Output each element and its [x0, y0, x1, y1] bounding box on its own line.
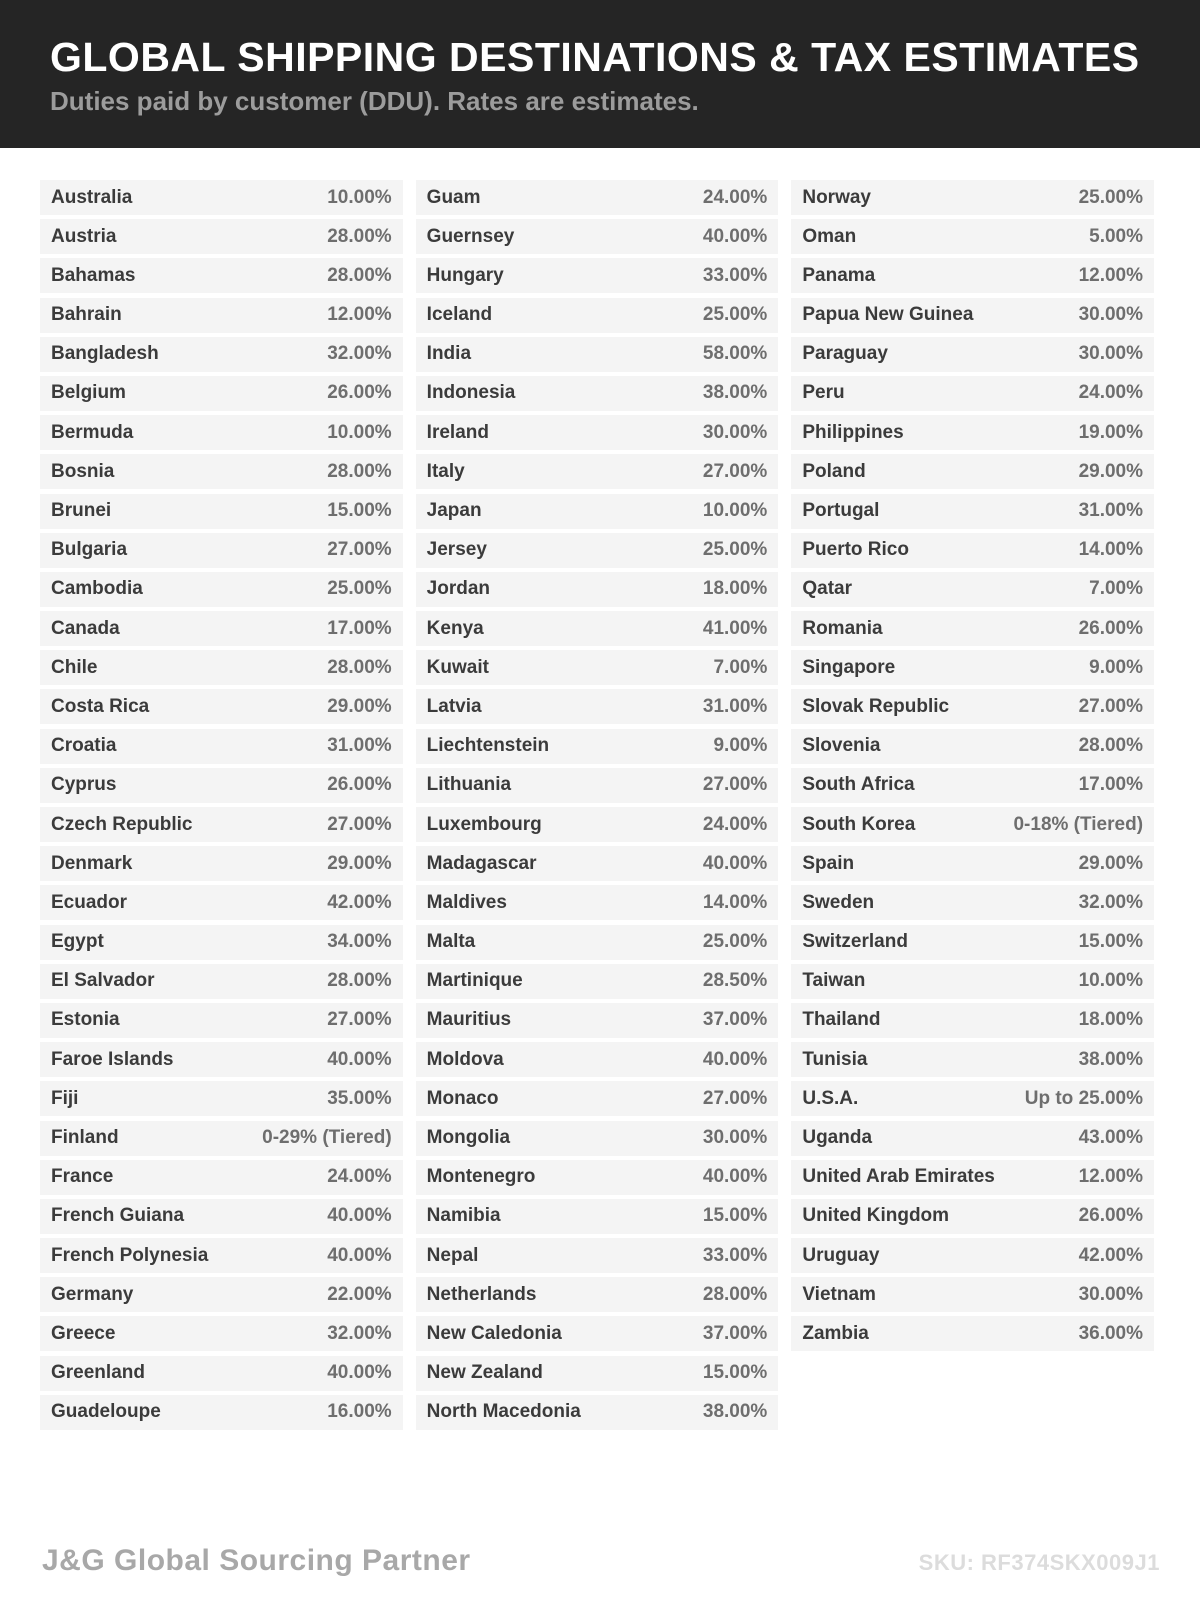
- tax-rate: 30.00%: [1078, 304, 1144, 326]
- tax-rate: 40.00%: [702, 852, 768, 874]
- tax-rate: 7.00%: [1089, 578, 1144, 600]
- country-name: Denmark: [51, 852, 133, 874]
- table-row: [416, 258, 779, 293]
- country-name: Switzerland: [802, 931, 908, 953]
- country-name: Montenegro: [426, 1166, 536, 1188]
- tax-rate: 27.00%: [1078, 695, 1144, 717]
- rates-column-2: [416, 180, 779, 1434]
- country-name: Bahrain: [51, 304, 122, 326]
- table-row: [416, 1238, 779, 1273]
- table-row: [416, 572, 779, 607]
- tax-rate: 26.00%: [1078, 1205, 1144, 1227]
- table-row: [40, 415, 403, 450]
- country-name: Greenland: [51, 1362, 145, 1384]
- tax-rate: 10.00%: [327, 421, 392, 443]
- country-name: Czech Republic: [51, 813, 193, 835]
- country-name: French Guiana: [51, 1205, 185, 1227]
- tax-rate: 17.00%: [327, 617, 392, 639]
- table-row: [40, 1003, 403, 1038]
- table-row: [416, 454, 779, 489]
- footer: [0, 1544, 1200, 1578]
- country-name: El Salvador: [51, 970, 155, 992]
- table-row: [791, 180, 1154, 215]
- country-name: Hungary: [426, 264, 504, 286]
- table-row: [416, 533, 779, 568]
- table-row: [791, 807, 1154, 842]
- tax-rate: 16.00%: [327, 1401, 392, 1423]
- table-row: [416, 337, 779, 372]
- country-name: Vietnam: [802, 1283, 876, 1305]
- country-name: Canada: [51, 617, 120, 639]
- table-row: [416, 1395, 779, 1430]
- table-row: [791, 611, 1154, 646]
- table-row: [416, 1003, 779, 1038]
- table-row: [791, 1042, 1154, 1077]
- tax-rate: 0-18% (Tiered): [1013, 813, 1144, 835]
- table-row: [791, 337, 1154, 372]
- country-name: Uganda: [802, 1127, 873, 1148]
- tax-rate: 40.00%: [327, 1362, 392, 1384]
- table-row: [416, 1277, 779, 1312]
- tax-rate: 14.00%: [702, 891, 768, 913]
- country-name: Mauritius: [426, 1009, 512, 1031]
- tax-rate: 29.00%: [1078, 460, 1144, 482]
- tax-rate: 28.00%: [327, 264, 392, 286]
- tax-rate: 36.00%: [1078, 1322, 1144, 1344]
- country-name: Paraguay: [802, 343, 888, 365]
- tax-rate: 32.00%: [327, 343, 392, 365]
- tax-rate: 28.00%: [327, 656, 392, 678]
- country-name: Bahamas: [51, 264, 136, 286]
- country-name: Sweden: [802, 891, 875, 913]
- tax-rate: 40.00%: [327, 1205, 392, 1227]
- table-row: [416, 494, 779, 529]
- table-row: [40, 729, 403, 764]
- country-name: U.S.A.: [802, 1087, 859, 1109]
- tax-rate: 26.00%: [1078, 617, 1144, 639]
- tax-rate: 9.00%: [713, 735, 768, 757]
- table-row: [40, 219, 403, 254]
- country-name: Lithuania: [426, 774, 512, 796]
- country-name: Brunei: [51, 500, 112, 521]
- country-name: South Africa: [802, 774, 915, 796]
- country-name: Zambia: [802, 1322, 869, 1344]
- table-row: [791, 258, 1154, 293]
- header: [0, 0, 1200, 148]
- country-name: Madagascar: [426, 852, 537, 874]
- country-name: New Zealand: [426, 1362, 543, 1384]
- country-name: Belgium: [51, 382, 126, 404]
- tax-rate: 31.00%: [1078, 500, 1144, 521]
- tax-rate: 27.00%: [327, 1009, 392, 1031]
- table-row: [40, 807, 403, 842]
- country-name: North Macedonia: [426, 1401, 581, 1423]
- country-name: Greece: [51, 1322, 116, 1344]
- tax-rate: 32.00%: [327, 1322, 392, 1344]
- table-row: [40, 1042, 403, 1077]
- table-row: [791, 1199, 1154, 1234]
- tax-rate: 31.00%: [327, 735, 392, 757]
- country-name: United Kingdom: [802, 1205, 950, 1227]
- country-name: Finland: [51, 1127, 119, 1148]
- table-row: [791, 219, 1154, 254]
- tax-rate: 38.00%: [1078, 1048, 1144, 1070]
- tax-rate: 30.00%: [702, 1127, 768, 1148]
- country-name: Jordan: [426, 578, 491, 600]
- table-row: [791, 1160, 1154, 1195]
- table-row: [40, 964, 403, 999]
- tax-rate: 17.00%: [1078, 774, 1144, 796]
- country-name: Guadeloupe: [51, 1401, 161, 1423]
- tax-rate: 27.00%: [702, 774, 768, 796]
- table-row: [40, 1238, 403, 1273]
- country-name: Netherlands: [426, 1283, 537, 1305]
- tax-rate: 41.00%: [702, 617, 768, 639]
- table-row: [416, 1160, 779, 1195]
- table-row: [416, 650, 779, 685]
- tax-rate: 27.00%: [702, 1087, 768, 1109]
- tax-rate: 30.00%: [702, 421, 768, 443]
- table-row: [416, 1121, 779, 1156]
- tax-rate: 33.00%: [702, 264, 768, 286]
- table-row: [791, 298, 1154, 333]
- tax-rate: 28.00%: [327, 970, 392, 992]
- country-name: Moldova: [426, 1048, 504, 1070]
- country-name: Slovak Republic: [802, 695, 950, 717]
- table-row: [791, 925, 1154, 960]
- sku-label: SKU: RF374SKX009J1: [918, 1550, 1160, 1575]
- table-row: [416, 219, 779, 254]
- table-row: [40, 298, 403, 333]
- table-row: [791, 572, 1154, 607]
- country-name: Fiji: [51, 1087, 79, 1109]
- tax-rate: 40.00%: [327, 1244, 392, 1266]
- tax-rate: 40.00%: [702, 1048, 768, 1070]
- tax-rate: 7.00%: [713, 656, 768, 678]
- table-row: [40, 650, 403, 685]
- tax-rate: 15.00%: [327, 500, 392, 521]
- table-row: [40, 1277, 403, 1312]
- country-name: Tunisia: [802, 1048, 868, 1070]
- tax-rate: 28.00%: [1078, 735, 1144, 757]
- table-row: [40, 925, 403, 960]
- country-name: Germany: [51, 1283, 134, 1305]
- table-row: [40, 454, 403, 489]
- table-row: [40, 768, 403, 803]
- table-row: [416, 807, 779, 842]
- tax-rate: 5.00%: [1089, 225, 1144, 247]
- tax-rate: 28.00%: [327, 460, 392, 482]
- table-row: [416, 611, 779, 646]
- table-row: [40, 1081, 403, 1116]
- tax-rate: 27.00%: [702, 460, 768, 482]
- tax-rate: 40.00%: [702, 1166, 768, 1188]
- tax-rate: 43.00%: [1078, 1127, 1144, 1148]
- country-name: Austria: [51, 225, 117, 247]
- table-row: [40, 258, 403, 293]
- rates-column-1: [40, 180, 403, 1434]
- tax-rate: 34.00%: [327, 931, 392, 953]
- country-name: Ireland: [426, 421, 489, 443]
- country-name: Guernsey: [426, 225, 515, 247]
- tax-rate: 10.00%: [1078, 970, 1144, 992]
- country-name: Bangladesh: [51, 343, 159, 365]
- tax-rate: 24.00%: [327, 1166, 392, 1188]
- country-name: France: [51, 1166, 114, 1188]
- table-row: [40, 494, 403, 529]
- table-row: [40, 1199, 403, 1234]
- country-name: Cyprus: [51, 774, 117, 796]
- tax-rate: Up to 25.00%: [1024, 1087, 1144, 1109]
- table-row: [416, 415, 779, 450]
- table-row: [40, 1121, 403, 1156]
- country-name: Portugal: [802, 500, 880, 521]
- country-name: Italy: [426, 460, 465, 482]
- tax-rate: 26.00%: [327, 382, 392, 404]
- country-name: United Arab Emirates: [802, 1166, 995, 1188]
- table-row: [791, 650, 1154, 685]
- table-row: [791, 1003, 1154, 1038]
- tax-rate: 10.00%: [327, 186, 392, 208]
- tax-rate: 29.00%: [1078, 852, 1144, 874]
- country-name: Puerto Rico: [802, 539, 909, 561]
- tax-rate: 33.00%: [702, 1244, 768, 1266]
- country-name: Latvia: [426, 695, 482, 717]
- table-row: [416, 180, 779, 215]
- table-row: [791, 533, 1154, 568]
- country-name: Liechtenstein: [426, 735, 550, 757]
- tax-rate: 18.00%: [1078, 1009, 1144, 1031]
- country-name: Oman: [802, 225, 857, 247]
- tax-rate: 38.00%: [702, 382, 768, 404]
- country-name: Costa Rica: [51, 695, 150, 717]
- table-row: [416, 729, 779, 764]
- tax-rate: 25.00%: [702, 304, 768, 326]
- country-name: Australia: [51, 186, 133, 208]
- brand-name: J&G Global Sourcing Partner: [42, 1544, 471, 1577]
- table-row: [416, 846, 779, 881]
- tax-rate: 25.00%: [327, 578, 392, 600]
- table-row: [416, 689, 779, 724]
- country-name: Peru: [802, 382, 845, 404]
- country-name: Papua New Guinea: [802, 304, 974, 326]
- country-name: Nepal: [426, 1244, 479, 1266]
- country-name: Estonia: [51, 1009, 120, 1031]
- tax-rate: 42.00%: [1078, 1244, 1144, 1266]
- tax-rate: 37.00%: [702, 1322, 768, 1344]
- country-name: Indonesia: [426, 382, 516, 404]
- tax-rate: 38.00%: [702, 1401, 768, 1423]
- tax-rate: 14.00%: [1078, 539, 1144, 561]
- country-name: Poland: [802, 460, 866, 482]
- table-row: [791, 1277, 1154, 1312]
- table-row: [40, 180, 403, 215]
- country-name: Croatia: [51, 735, 117, 757]
- country-name: Malta: [426, 931, 476, 953]
- table-row: [791, 1316, 1154, 1351]
- country-name: Mongolia: [426, 1127, 511, 1148]
- table-row: [416, 768, 779, 803]
- country-name: Martinique: [426, 970, 523, 992]
- table-row: [791, 454, 1154, 489]
- country-name: Faroe Islands: [51, 1048, 174, 1070]
- table-row: [791, 885, 1154, 920]
- country-name: French Polynesia: [51, 1244, 209, 1266]
- page-subtitle: Duties paid by customer (DDU). Rates are estimates.: [50, 86, 699, 116]
- table-row: [40, 885, 403, 920]
- tax-rate: 30.00%: [1078, 1283, 1144, 1305]
- tax-rate: 40.00%: [702, 225, 768, 247]
- table-row: [40, 376, 403, 411]
- table-row: [791, 964, 1154, 999]
- table-row: [791, 1121, 1154, 1156]
- tax-rate: 22.00%: [327, 1283, 392, 1305]
- table-row: [791, 729, 1154, 764]
- tax-rate: 29.00%: [327, 852, 392, 874]
- table-row: [791, 1238, 1154, 1273]
- table-row: [791, 1081, 1154, 1116]
- country-name: Singapore: [802, 656, 896, 678]
- table-row: [791, 494, 1154, 529]
- country-name: Guam: [426, 186, 481, 208]
- tax-rate: 29.00%: [327, 695, 392, 717]
- country-name: Qatar: [802, 578, 852, 600]
- table-row: [416, 1356, 779, 1391]
- country-name: Jersey: [426, 539, 487, 561]
- country-name: India: [426, 343, 472, 365]
- table-row: [40, 337, 403, 372]
- table-row: [40, 1395, 403, 1430]
- country-name: Chile: [51, 656, 98, 678]
- country-name: Egypt: [51, 931, 104, 953]
- country-name: South Korea: [802, 813, 916, 835]
- tax-rate: 26.00%: [327, 774, 392, 796]
- country-name: Ecuador: [51, 891, 128, 913]
- tax-rate: 31.00%: [702, 695, 768, 717]
- country-name: Bermuda: [51, 421, 134, 443]
- country-name: Thailand: [802, 1009, 881, 1031]
- country-name: Norway: [802, 186, 871, 208]
- country-name: Bulgaria: [51, 539, 128, 561]
- table-row: [40, 689, 403, 724]
- country-name: Luxembourg: [426, 813, 542, 835]
- tax-rate: 9.00%: [1089, 656, 1144, 678]
- tax-rate: 24.00%: [702, 186, 768, 208]
- tax-rate: 19.00%: [1078, 421, 1144, 443]
- table-row: [416, 1316, 779, 1351]
- tax-rate: 15.00%: [702, 1362, 768, 1384]
- tax-rate: 40.00%: [327, 1048, 392, 1070]
- country-name: Slovenia: [802, 735, 881, 757]
- country-name: Iceland: [426, 304, 493, 326]
- tax-rate: 10.00%: [702, 500, 768, 521]
- tax-rate: 58.00%: [702, 343, 768, 365]
- tax-rate: 28.00%: [327, 225, 392, 247]
- tax-rate: 24.00%: [1078, 382, 1144, 404]
- table-row: [791, 689, 1154, 724]
- tax-rate: 32.00%: [1078, 891, 1144, 913]
- country-name: Kuwait: [426, 656, 489, 678]
- table-row: [791, 415, 1154, 450]
- country-name: Uruguay: [802, 1244, 880, 1266]
- country-name: Taiwan: [802, 970, 866, 992]
- table-row: [40, 533, 403, 568]
- table-row: [416, 925, 779, 960]
- tax-rate: 25.00%: [1078, 186, 1144, 208]
- tax-rate: 15.00%: [1078, 931, 1144, 953]
- tax-rate: 12.00%: [327, 304, 392, 326]
- tax-rate: 37.00%: [702, 1009, 768, 1031]
- tax-rate: 25.00%: [702, 539, 768, 561]
- country-name: New Caledonia: [426, 1322, 562, 1344]
- table-row: [40, 846, 403, 881]
- table-row: [40, 1316, 403, 1351]
- table-row: [40, 572, 403, 607]
- table-row: [416, 1081, 779, 1116]
- table-row: [416, 298, 779, 333]
- tax-rate: 27.00%: [327, 813, 392, 835]
- tax-rate: 15.00%: [702, 1205, 768, 1227]
- tax-rate: 42.00%: [327, 891, 392, 913]
- tax-rate: 35.00%: [327, 1087, 392, 1109]
- table-row: [416, 885, 779, 920]
- country-name: Monaco: [426, 1087, 499, 1109]
- country-name: Japan: [426, 500, 482, 521]
- tax-rate: 12.00%: [1078, 1166, 1144, 1188]
- table-row: [791, 376, 1154, 411]
- country-name: Panama: [802, 264, 876, 286]
- table-row: [40, 1160, 403, 1195]
- country-name: Maldives: [426, 891, 507, 913]
- table-row: [791, 846, 1154, 881]
- table-row: [791, 768, 1154, 803]
- tax-rate: 30.00%: [1078, 343, 1144, 365]
- table-row: [40, 611, 403, 646]
- table-row: [416, 376, 779, 411]
- table-row: [40, 1356, 403, 1391]
- tax-rate: 28.50%: [702, 970, 768, 992]
- table-row: [416, 1199, 779, 1234]
- table-row: [416, 1042, 779, 1077]
- tax-rate: 27.00%: [327, 539, 392, 561]
- country-name: Cambodia: [51, 578, 143, 600]
- page-title: GLOBAL SHIPPING DESTINATIONS & TAX ESTIMATES: [50, 34, 1140, 80]
- rates-table: [0, 148, 1200, 1434]
- tax-rate: 25.00%: [702, 931, 768, 953]
- country-name: Kenya: [426, 617, 484, 639]
- country-name: Philippines: [802, 421, 904, 443]
- table-row: [416, 964, 779, 999]
- rates-column-3: [791, 180, 1154, 1434]
- tax-rate: 28.00%: [702, 1283, 768, 1305]
- tax-rate: 0-29% (Tiered): [262, 1127, 392, 1148]
- country-name: Romania: [802, 617, 883, 639]
- tax-rate: 24.00%: [702, 813, 768, 835]
- tax-rate: 18.00%: [702, 578, 768, 600]
- tax-rate: 12.00%: [1078, 264, 1144, 286]
- country-name: Spain: [802, 852, 855, 874]
- country-name: Bosnia: [51, 460, 115, 482]
- country-name: Namibia: [426, 1205, 501, 1227]
